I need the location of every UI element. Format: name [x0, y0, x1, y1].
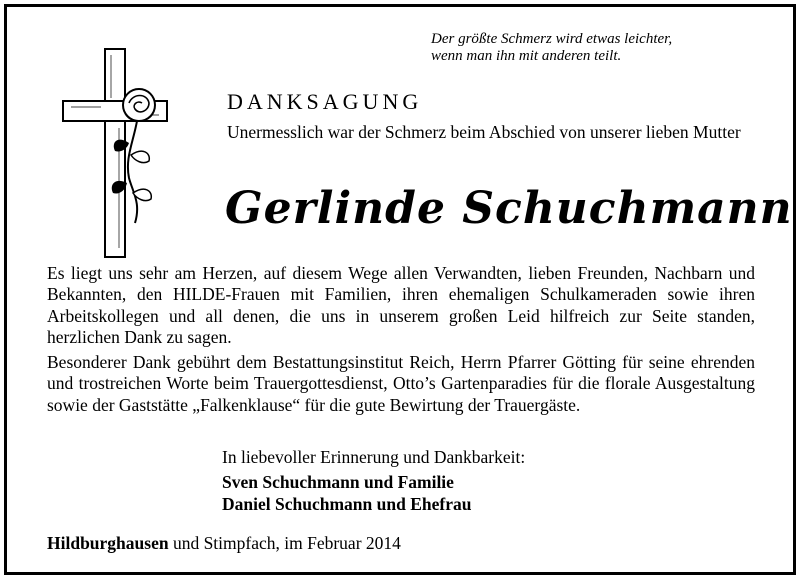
quote-line-2: wenn man ihn mit anderen teilt.: [431, 48, 622, 64]
quote-line-1: Der größte Schmerz wird etwas leichter,: [431, 31, 673, 47]
place-date-rest: und Stimpfach, im Februar 2014: [168, 533, 401, 553]
cross-with-rose-icon: [59, 43, 171, 263]
page-title: DANKSAGUNG: [227, 89, 423, 114]
paragraph-special-thanks: Besonderer Dank gebührt dem Bestattungsinstitut Reich, Herrn Pfarrer Götting für seine ehrenden und trostreichen Worte beim Trauergottesdienst, Otto’s Gartenparadies für die florale Ausgestaltung sowie der Gaststätte „Falkenklause“ für die gute Bewirtung der Trauergäste.: [47, 352, 755, 415]
city-name: Hildburghausen: [47, 533, 169, 553]
body-text: [47, 263, 755, 420]
signers: [222, 471, 471, 515]
place-and-date: [47, 533, 401, 554]
paragraph-thanks: Es liegt uns sehr am Herzen, auf diesem Wege allen Verwandten, lieben Freunden, Nachbarn und Bekannten, den HILDE-Frauen mit Familien, ihren ehemaligen Schulkameraden sowie ihren Arbeitskollegen und all denen, die uns in unserem großen Leid hilfreich zur Seite standen, herzlichen Dank zu sagen.: [47, 263, 755, 347]
signer-1: Sven Schuchmann und Familie: [222, 472, 454, 492]
signer-2: Daniel Schuchmann und Ehefrau: [222, 494, 472, 514]
intro-text: Unermesslich war der Schmerz beim Abschied von unserer lieben Mutter: [227, 122, 741, 142]
obituary-notice: [4, 4, 796, 575]
epigraph-quote: [431, 31, 761, 65]
deceased-name: Gerlinde Schuchmann: [225, 183, 793, 234]
closing-line: In liebevoller Erinnerung und Dankbarkeit:: [222, 447, 526, 467]
